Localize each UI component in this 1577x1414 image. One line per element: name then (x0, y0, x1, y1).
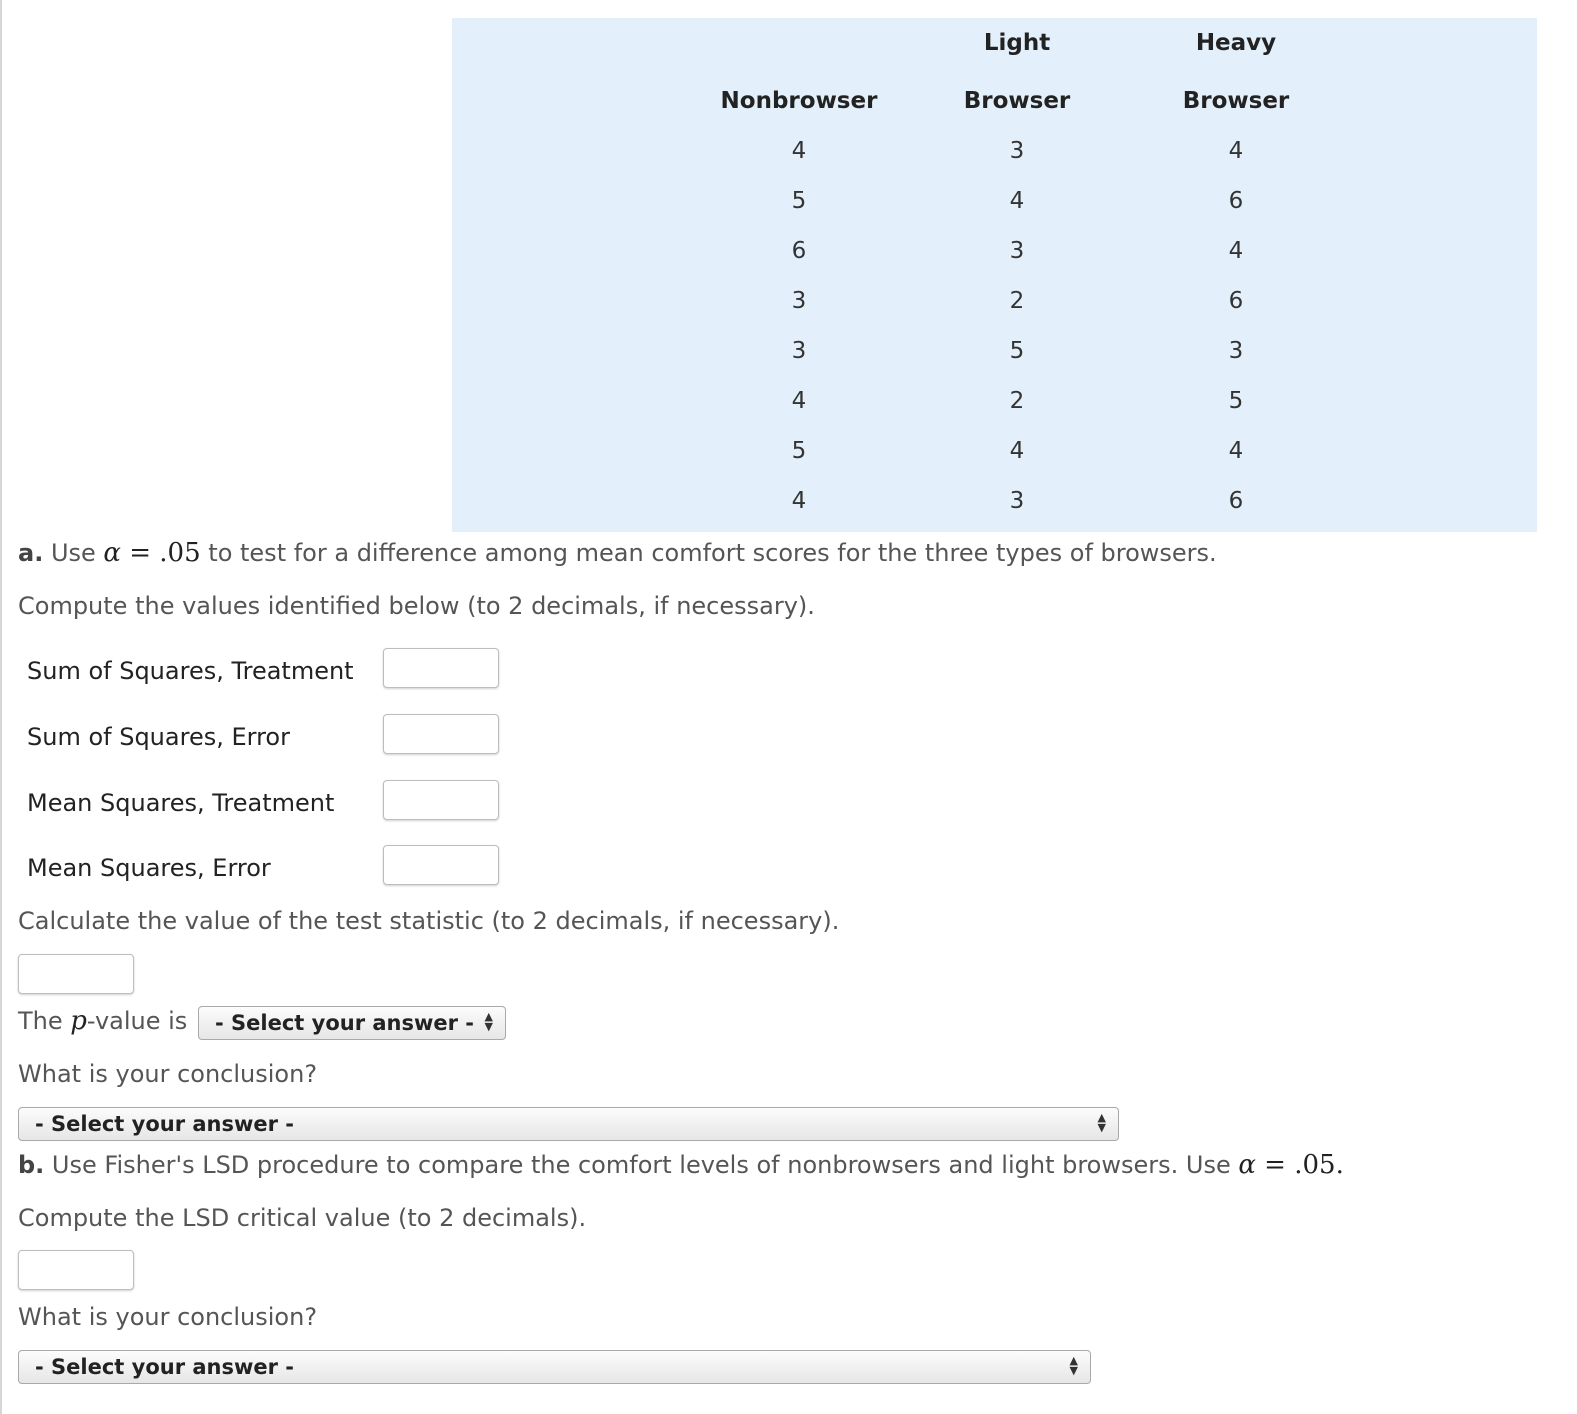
table-cell: 5 (791, 438, 807, 464)
table-cell: 3 (791, 288, 807, 314)
conclusion-b-select[interactable] (18, 1350, 1091, 1384)
conclusion-question-b: What is your conclusion? (18, 1303, 318, 1331)
col-header-light: Light (983, 30, 1051, 56)
table-cell: 6 (1228, 188, 1244, 214)
ms-treatment-input[interactable] (383, 780, 499, 820)
part-a-label: a. (18, 539, 44, 567)
table-cell: 4 (1009, 188, 1025, 214)
pvalue-select-value: - Select your answer - (215, 1011, 475, 1035)
table-cell: 4 (1009, 438, 1025, 464)
table-cell: 4 (1228, 238, 1244, 264)
compute-instruction: Compute the values identified below (to 2 decimals, if necessary). (18, 592, 815, 620)
ss-error-input[interactable] (383, 714, 499, 754)
ss-treatment-input[interactable] (383, 648, 499, 688)
pvalue-suffix: -value is (86, 1007, 188, 1035)
lsd-input[interactable] (18, 1250, 134, 1290)
updown-arrows-icon: ▲ ▼ (1097, 1111, 1106, 1134)
pvalue-prefix: The (18, 1007, 71, 1035)
page-left-border (0, 0, 2, 1414)
alpha-value: .05 (159, 538, 201, 568)
updown-arrows-icon: ▲ ▼ (484, 1010, 493, 1033)
table-cell: 4 (791, 138, 807, 164)
part-a-prompt (18, 538, 1217, 568)
table-cell: 4 (791, 488, 807, 514)
equals-sign: = (120, 538, 160, 568)
table-cell: 3 (1009, 488, 1025, 514)
part-a-prefix: Use (43, 539, 104, 567)
conclusion-b-select-value: - Select your answer - (35, 1355, 295, 1379)
alpha-symbol: α (1238, 1150, 1256, 1180)
table-cell: 3 (1009, 138, 1025, 164)
p-symbol (70, 1006, 87, 1036)
table-cell: 4 (791, 388, 807, 414)
table-cell: 3 (1228, 338, 1244, 364)
ms-treatment-label: Mean Squares, Treatment (27, 789, 335, 817)
table-cell: 3 (1009, 238, 1025, 264)
test-statistic-instruction: Calculate the value of the test statistic (to 2 decimals, if necessary). (18, 907, 840, 935)
updown-arrows-icon: ▲ ▼ (1069, 1354, 1078, 1377)
col-header-browser-heavy: Browser (1182, 88, 1290, 114)
test-statistic-input[interactable] (18, 954, 134, 994)
table-cell: 5 (1228, 388, 1244, 414)
conclusion-question-a: What is your conclusion? (18, 1060, 318, 1088)
alpha-expression-b (1238, 1150, 1344, 1180)
pvalue-select[interactable] (198, 1006, 506, 1040)
ms-error-label: Mean Squares, Error (27, 854, 271, 882)
p-letter: p (70, 1006, 87, 1036)
table-cell: 5 (791, 188, 807, 214)
table-cell: 2 (1009, 288, 1025, 314)
table-cell: 3 (791, 338, 807, 364)
col-header-heavy: Heavy (1195, 30, 1277, 56)
alpha-value: .05. (1294, 1150, 1344, 1180)
conclusion-a-select[interactable] (18, 1107, 1119, 1141)
equals-sign: = (1255, 1150, 1295, 1180)
alpha-symbol: α (103, 538, 121, 568)
table-cell: 5 (1009, 338, 1025, 364)
table-cell: 4 (1228, 438, 1244, 464)
part-b-label: b. (18, 1151, 45, 1179)
table-cell: 4 (1228, 138, 1244, 164)
table-cell: 6 (1228, 288, 1244, 314)
col-header-nonbrowser: Nonbrowser (720, 88, 878, 114)
conclusion-a-select-value: - Select your answer - (35, 1112, 295, 1136)
col-header-browser-light: Browser (963, 88, 1071, 114)
data-table (452, 18, 1537, 532)
table-cell: 6 (791, 238, 807, 264)
ss-error-label: Sum of Squares, Error (27, 723, 290, 751)
part-b-prompt (18, 1150, 1344, 1180)
part-b-text: Use Fisher's LSD procedure to compare the comfort levels of nonbrowsers and light browsers. Use (44, 1151, 1239, 1179)
lsd-instruction: Compute the LSD critical value (to 2 decimals). (18, 1204, 587, 1232)
ss-treatment-label: Sum of Squares, Treatment (27, 657, 354, 685)
table-cell: 2 (1009, 388, 1025, 414)
part-a-suffix: to test for a difference among mean comfort scores for the three types of browsers. (200, 539, 1217, 567)
pvalue-prompt (18, 1006, 187, 1036)
alpha-expression (103, 538, 200, 568)
table-cell: 6 (1228, 488, 1244, 514)
ms-error-input[interactable] (383, 845, 499, 885)
